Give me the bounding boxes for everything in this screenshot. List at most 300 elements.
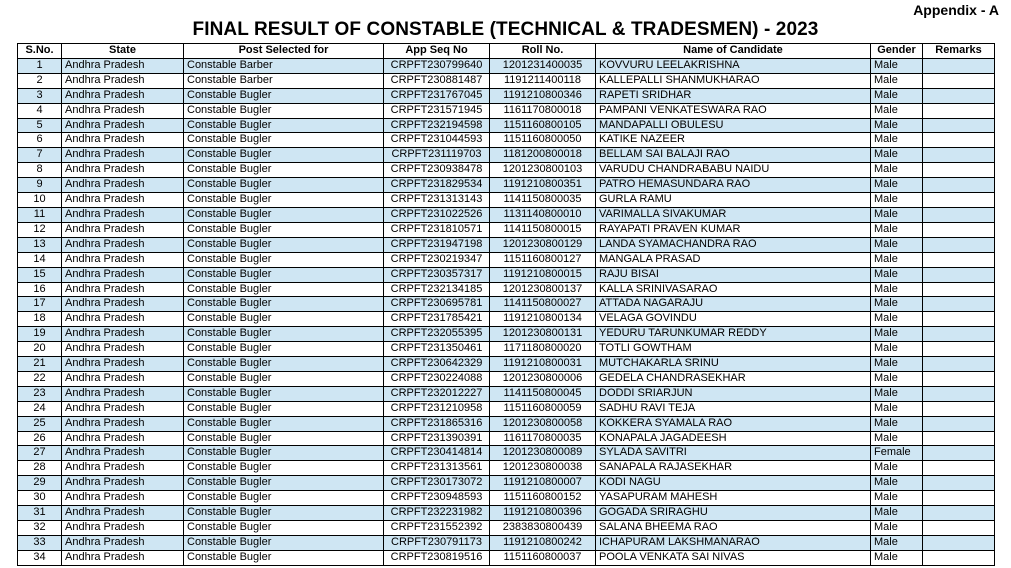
cell-state: Andhra Pradesh bbox=[62, 88, 184, 103]
cell-post: Constable Bugler bbox=[184, 207, 384, 222]
cell-state: Andhra Pradesh bbox=[62, 297, 184, 312]
cell-post: Constable Bugler bbox=[184, 282, 384, 297]
cell-sno: 15 bbox=[18, 267, 62, 282]
table-row bbox=[18, 103, 995, 118]
cell-remarks bbox=[923, 73, 995, 88]
cell-app-seq: CRPFT231390391 bbox=[384, 431, 490, 446]
cell-app-seq: CRPFT231119703 bbox=[384, 148, 490, 163]
cell-app-seq: CRPFT231313561 bbox=[384, 461, 490, 476]
cell-post: Constable Bugler bbox=[184, 401, 384, 416]
cell-app-seq: CRPFT232134185 bbox=[384, 282, 490, 297]
cell-sno: 32 bbox=[18, 521, 62, 536]
cell-remarks bbox=[923, 342, 995, 357]
cell-gender: Male bbox=[871, 73, 923, 88]
cell-candidate-name: YASAPURAM MAHESH bbox=[596, 491, 871, 506]
cell-gender: Male bbox=[871, 222, 923, 237]
cell-gender: Male bbox=[871, 207, 923, 222]
cell-gender: Male bbox=[871, 88, 923, 103]
cell-gender: Male bbox=[871, 58, 923, 73]
cell-state: Andhra Pradesh bbox=[62, 133, 184, 148]
header-gender: Gender bbox=[871, 44, 923, 59]
cell-gender: Male bbox=[871, 371, 923, 386]
cell-candidate-name: GEDELA CHANDRASEKHAR bbox=[596, 371, 871, 386]
cell-roll-no: 1151160800037 bbox=[490, 550, 596, 565]
cell-gender: Male bbox=[871, 148, 923, 163]
cell-post: Constable Bugler bbox=[184, 521, 384, 536]
cell-post: Constable Bugler bbox=[184, 327, 384, 342]
cell-state: Andhra Pradesh bbox=[62, 535, 184, 550]
cell-remarks bbox=[923, 237, 995, 252]
cell-remarks bbox=[923, 222, 995, 237]
cell-state: Andhra Pradesh bbox=[62, 207, 184, 222]
cell-candidate-name: TOTLI GOWTHAM bbox=[596, 342, 871, 357]
cell-post: Constable Bugler bbox=[184, 193, 384, 208]
table-row bbox=[18, 73, 995, 88]
table-row bbox=[18, 148, 995, 163]
cell-sno: 22 bbox=[18, 371, 62, 386]
cell-remarks bbox=[923, 446, 995, 461]
table-row bbox=[18, 386, 995, 401]
cell-sno: 4 bbox=[18, 103, 62, 118]
cell-remarks bbox=[923, 371, 995, 386]
table-row bbox=[18, 506, 995, 521]
cell-state: Andhra Pradesh bbox=[62, 148, 184, 163]
table-row bbox=[18, 252, 995, 267]
cell-gender: Male bbox=[871, 521, 923, 536]
cell-candidate-name: VARUDU CHANDRABABU NAIDU bbox=[596, 163, 871, 178]
table-row bbox=[18, 371, 995, 386]
cell-app-seq: CRPFT231810571 bbox=[384, 222, 490, 237]
table-row bbox=[18, 401, 995, 416]
cell-app-seq: CRPFT231044593 bbox=[384, 133, 490, 148]
cell-candidate-name: ATTADA NAGARAJU bbox=[596, 297, 871, 312]
cell-candidate-name: GOGADA SRIRAGHU bbox=[596, 506, 871, 521]
cell-app-seq: CRPFT230642329 bbox=[384, 357, 490, 372]
cell-candidate-name: SYLADA SAVITRI bbox=[596, 446, 871, 461]
cell-post: Constable Bugler bbox=[184, 461, 384, 476]
table-row bbox=[18, 297, 995, 312]
table-row bbox=[18, 327, 995, 342]
cell-app-seq: CRPFT230357317 bbox=[384, 267, 490, 282]
cell-app-seq: CRPFT231210958 bbox=[384, 401, 490, 416]
cell-app-seq: CRPFT231022526 bbox=[384, 207, 490, 222]
cell-post: Constable Bugler bbox=[184, 386, 384, 401]
cell-state: Andhra Pradesh bbox=[62, 371, 184, 386]
cell-post: Constable Bugler bbox=[184, 118, 384, 133]
cell-sno: 6 bbox=[18, 133, 62, 148]
table-header-row bbox=[18, 44, 995, 59]
cell-state: Andhra Pradesh bbox=[62, 431, 184, 446]
cell-post: Constable Barber bbox=[184, 58, 384, 73]
cell-remarks bbox=[923, 416, 995, 431]
cell-sno: 7 bbox=[18, 148, 62, 163]
cell-roll-no: 1201230800058 bbox=[490, 416, 596, 431]
cell-remarks bbox=[923, 357, 995, 372]
cell-candidate-name: POOLA VENKATA SAI NIVAS bbox=[596, 550, 871, 565]
cell-roll-no: 1201230800006 bbox=[490, 371, 596, 386]
cell-candidate-name: MANGALA PRASAD bbox=[596, 252, 871, 267]
cell-post: Constable Bugler bbox=[184, 550, 384, 565]
cell-remarks bbox=[923, 386, 995, 401]
cell-state: Andhra Pradesh bbox=[62, 312, 184, 327]
cell-sno: 27 bbox=[18, 446, 62, 461]
cell-state: Andhra Pradesh bbox=[62, 237, 184, 252]
cell-post: Constable Bugler bbox=[184, 371, 384, 386]
cell-candidate-name: YEDURU TARUNKUMAR REDDY bbox=[596, 327, 871, 342]
cell-sno: 21 bbox=[18, 357, 62, 372]
cell-post: Constable Bugler bbox=[184, 148, 384, 163]
cell-sno: 29 bbox=[18, 476, 62, 491]
cell-state: Andhra Pradesh bbox=[62, 267, 184, 282]
cell-state: Andhra Pradesh bbox=[62, 222, 184, 237]
cell-roll-no: 1191210800031 bbox=[490, 357, 596, 372]
cell-roll-no: 1201230800103 bbox=[490, 163, 596, 178]
cell-gender: Male bbox=[871, 133, 923, 148]
cell-app-seq: CRPFT232055395 bbox=[384, 327, 490, 342]
result-table bbox=[17, 43, 995, 566]
cell-roll-no: 1151160800127 bbox=[490, 252, 596, 267]
cell-gender: Male bbox=[871, 506, 923, 521]
cell-sno: 23 bbox=[18, 386, 62, 401]
table-row bbox=[18, 222, 995, 237]
cell-roll-no: 1161170800035 bbox=[490, 431, 596, 446]
cell-state: Andhra Pradesh bbox=[62, 401, 184, 416]
cell-candidate-name: SALANA BHEEMA RAO bbox=[596, 521, 871, 536]
cell-gender: Male bbox=[871, 312, 923, 327]
header-roll-no: Roll No. bbox=[490, 44, 596, 59]
cell-state: Andhra Pradesh bbox=[62, 118, 184, 133]
cell-post: Constable Bugler bbox=[184, 506, 384, 521]
cell-gender: Male bbox=[871, 461, 923, 476]
cell-app-seq: CRPFT230414814 bbox=[384, 446, 490, 461]
cell-gender: Male bbox=[871, 357, 923, 372]
cell-post: Constable Bugler bbox=[184, 476, 384, 491]
cell-gender: Male bbox=[871, 431, 923, 446]
cell-remarks bbox=[923, 103, 995, 118]
cell-gender: Male bbox=[871, 267, 923, 282]
cell-sno: 5 bbox=[18, 118, 62, 133]
cell-gender: Male bbox=[871, 252, 923, 267]
cell-post: Constable Bugler bbox=[184, 431, 384, 446]
cell-remarks bbox=[923, 193, 995, 208]
cell-post: Constable Bugler bbox=[184, 178, 384, 193]
cell-state: Andhra Pradesh bbox=[62, 521, 184, 536]
cell-post: Constable Bugler bbox=[184, 297, 384, 312]
cell-candidate-name: ICHAPURAM LAKSHMANARAO bbox=[596, 535, 871, 550]
cell-gender: Male bbox=[871, 491, 923, 506]
cell-app-seq: CRPFT232194598 bbox=[384, 118, 490, 133]
cell-candidate-name: KATIKE NAZEER bbox=[596, 133, 871, 148]
table-row bbox=[18, 416, 995, 431]
cell-candidate-name: KODI NAGU bbox=[596, 476, 871, 491]
cell-roll-no: 1201230800129 bbox=[490, 237, 596, 252]
cell-gender: Male bbox=[871, 401, 923, 416]
cell-post: Constable Bugler bbox=[184, 103, 384, 118]
cell-sno: 13 bbox=[18, 237, 62, 252]
cell-roll-no: 1151160800152 bbox=[490, 491, 596, 506]
cell-candidate-name: MANDAPALLI OBULESU bbox=[596, 118, 871, 133]
cell-remarks bbox=[923, 88, 995, 103]
cell-remarks bbox=[923, 58, 995, 73]
cell-state: Andhra Pradesh bbox=[62, 386, 184, 401]
cell-remarks bbox=[923, 148, 995, 163]
cell-post: Constable Bugler bbox=[184, 252, 384, 267]
cell-sno: 17 bbox=[18, 297, 62, 312]
cell-candidate-name: MUTCHAKARLA SRINU bbox=[596, 357, 871, 372]
cell-candidate-name: RAJU BISAI bbox=[596, 267, 871, 282]
cell-gender: Male bbox=[871, 193, 923, 208]
cell-state: Andhra Pradesh bbox=[62, 178, 184, 193]
cell-state: Andhra Pradesh bbox=[62, 506, 184, 521]
cell-roll-no: 1151160800105 bbox=[490, 118, 596, 133]
cell-candidate-name: KOKKERA SYAMALA RAO bbox=[596, 416, 871, 431]
cell-gender: Male bbox=[871, 178, 923, 193]
cell-candidate-name: KOVVURU LEELAKRISHNA bbox=[596, 58, 871, 73]
cell-sno: 14 bbox=[18, 252, 62, 267]
cell-app-seq: CRPFT230819516 bbox=[384, 550, 490, 565]
cell-candidate-name: KALLA SRINIVASARAO bbox=[596, 282, 871, 297]
cell-post: Constable Bugler bbox=[184, 88, 384, 103]
cell-roll-no: 1191210800346 bbox=[490, 88, 596, 103]
cell-app-seq: CRPFT230695781 bbox=[384, 297, 490, 312]
cell-roll-no: 1191210800007 bbox=[490, 476, 596, 491]
table-row bbox=[18, 491, 995, 506]
cell-gender: Male bbox=[871, 342, 923, 357]
cell-state: Andhra Pradesh bbox=[62, 416, 184, 431]
cell-sno: 34 bbox=[18, 550, 62, 565]
cell-sno: 28 bbox=[18, 461, 62, 476]
cell-candidate-name: RAYAPATI PRAVEN KUMAR bbox=[596, 222, 871, 237]
cell-remarks bbox=[923, 133, 995, 148]
cell-candidate-name: PAMPANI VENKATESWARA RAO bbox=[596, 103, 871, 118]
cell-remarks bbox=[923, 461, 995, 476]
cell-roll-no: 1191210800015 bbox=[490, 267, 596, 282]
cell-candidate-name: SADHU RAVI TEJA bbox=[596, 401, 871, 416]
cell-state: Andhra Pradesh bbox=[62, 193, 184, 208]
cell-app-seq: CRPFT231947198 bbox=[384, 237, 490, 252]
cell-gender: Male bbox=[871, 118, 923, 133]
cell-sno: 24 bbox=[18, 401, 62, 416]
cell-state: Andhra Pradesh bbox=[62, 461, 184, 476]
cell-post: Constable Bugler bbox=[184, 222, 384, 237]
cell-gender: Male bbox=[871, 476, 923, 491]
cell-roll-no: 1191210800242 bbox=[490, 535, 596, 550]
cell-app-seq: CRPFT231313143 bbox=[384, 193, 490, 208]
cell-state: Andhra Pradesh bbox=[62, 58, 184, 73]
cell-gender: Male bbox=[871, 237, 923, 252]
table-row bbox=[18, 178, 995, 193]
appendix-label: Appendix - A bbox=[913, 2, 999, 18]
cell-state: Andhra Pradesh bbox=[62, 327, 184, 342]
cell-candidate-name: RAPETI SRIDHAR bbox=[596, 88, 871, 103]
cell-candidate-name: KONAPALA JAGADEESH bbox=[596, 431, 871, 446]
table-row bbox=[18, 535, 995, 550]
cell-roll-no: 1131140800010 bbox=[490, 207, 596, 222]
cell-remarks bbox=[923, 491, 995, 506]
cell-post: Constable Bugler bbox=[184, 446, 384, 461]
cell-roll-no: 2383830800439 bbox=[490, 521, 596, 536]
cell-app-seq: CRPFT231829534 bbox=[384, 178, 490, 193]
table-body bbox=[18, 58, 995, 565]
cell-post: Constable Bugler bbox=[184, 312, 384, 327]
cell-state: Andhra Pradesh bbox=[62, 446, 184, 461]
cell-post: Constable Bugler bbox=[184, 133, 384, 148]
cell-gender: Male bbox=[871, 103, 923, 118]
cell-sno: 8 bbox=[18, 163, 62, 178]
cell-roll-no: 1141150800045 bbox=[490, 386, 596, 401]
cell-roll-no: 1181200800018 bbox=[490, 148, 596, 163]
cell-post: Constable Bugler bbox=[184, 267, 384, 282]
cell-post: Constable Bugler bbox=[184, 491, 384, 506]
cell-state: Andhra Pradesh bbox=[62, 476, 184, 491]
cell-gender: Male bbox=[871, 297, 923, 312]
cell-sno: 19 bbox=[18, 327, 62, 342]
cell-app-seq: CRPFT230173072 bbox=[384, 476, 490, 491]
cell-roll-no: 1171180800020 bbox=[490, 342, 596, 357]
header-remarks: Remarks bbox=[923, 44, 995, 59]
cell-candidate-name: GURLA RAMU bbox=[596, 193, 871, 208]
cell-app-seq: CRPFT230224088 bbox=[384, 371, 490, 386]
cell-app-seq: CRPFT231785421 bbox=[384, 312, 490, 327]
cell-roll-no: 1201230800038 bbox=[490, 461, 596, 476]
cell-candidate-name: DODDI SRIARJUN bbox=[596, 386, 871, 401]
cell-sno: 12 bbox=[18, 222, 62, 237]
cell-sno: 16 bbox=[18, 282, 62, 297]
cell-gender: Male bbox=[871, 535, 923, 550]
cell-remarks bbox=[923, 401, 995, 416]
cell-remarks bbox=[923, 506, 995, 521]
cell-roll-no: 1141150800035 bbox=[490, 193, 596, 208]
cell-sno: 31 bbox=[18, 506, 62, 521]
table-row bbox=[18, 282, 995, 297]
cell-roll-no: 1201230800089 bbox=[490, 446, 596, 461]
cell-remarks bbox=[923, 163, 995, 178]
cell-sno: 20 bbox=[18, 342, 62, 357]
cell-remarks bbox=[923, 550, 995, 565]
page-title: FINAL RESULT OF CONSTABLE (TECHNICAL & TRADESMEN) - 2023 bbox=[192, 19, 819, 40]
cell-candidate-name: KALLEPALLI SHANMUKHARAO bbox=[596, 73, 871, 88]
cell-roll-no: 1191210800134 bbox=[490, 312, 596, 327]
table-row bbox=[18, 446, 995, 461]
cell-candidate-name: SANAPALA RAJASEKHAR bbox=[596, 461, 871, 476]
cell-state: Andhra Pradesh bbox=[62, 163, 184, 178]
cell-sno: 2 bbox=[18, 73, 62, 88]
cell-post: Constable Bugler bbox=[184, 237, 384, 252]
cell-gender: Male bbox=[871, 327, 923, 342]
cell-gender: Male bbox=[871, 163, 923, 178]
cell-app-seq: CRPFT231767045 bbox=[384, 88, 490, 103]
cell-candidate-name: VELAGA GOVINDU bbox=[596, 312, 871, 327]
cell-gender: Female bbox=[871, 446, 923, 461]
cell-remarks bbox=[923, 207, 995, 222]
cell-candidate-name: BELLAM SAI BALAJI RAO bbox=[596, 148, 871, 163]
cell-remarks bbox=[923, 431, 995, 446]
cell-sno: 11 bbox=[18, 207, 62, 222]
cell-roll-no: 1191210800351 bbox=[490, 178, 596, 193]
cell-gender: Male bbox=[871, 416, 923, 431]
cell-app-seq: CRPFT230948593 bbox=[384, 491, 490, 506]
table-row bbox=[18, 207, 995, 222]
cell-post: Constable Barber bbox=[184, 73, 384, 88]
header-app-seq: App Seq No bbox=[384, 44, 490, 59]
cell-roll-no: 1141150800027 bbox=[490, 297, 596, 312]
cell-remarks bbox=[923, 118, 995, 133]
cell-sno: 30 bbox=[18, 491, 62, 506]
header-post: Post Selected for bbox=[184, 44, 384, 59]
cell-state: Andhra Pradesh bbox=[62, 252, 184, 267]
cell-app-seq: CRPFT232231982 bbox=[384, 506, 490, 521]
cell-state: Andhra Pradesh bbox=[62, 491, 184, 506]
table-row bbox=[18, 133, 995, 148]
cell-app-seq: CRPFT230799640 bbox=[384, 58, 490, 73]
cell-remarks bbox=[923, 327, 995, 342]
cell-app-seq: CRPFT232012227 bbox=[384, 386, 490, 401]
table-row bbox=[18, 118, 995, 133]
cell-candidate-name: LANDA SYAMACHANDRA RAO bbox=[596, 237, 871, 252]
cell-state: Andhra Pradesh bbox=[62, 103, 184, 118]
table-row bbox=[18, 461, 995, 476]
cell-sno: 10 bbox=[18, 193, 62, 208]
header-sno: S.No. bbox=[18, 44, 62, 59]
cell-roll-no: 1201230800137 bbox=[490, 282, 596, 297]
cell-remarks bbox=[923, 312, 995, 327]
table-row bbox=[18, 267, 995, 282]
cell-app-seq: CRPFT231865316 bbox=[384, 416, 490, 431]
cell-state: Andhra Pradesh bbox=[62, 550, 184, 565]
cell-sno: 25 bbox=[18, 416, 62, 431]
cell-roll-no: 1161170800018 bbox=[490, 103, 596, 118]
cell-remarks bbox=[923, 178, 995, 193]
cell-sno: 18 bbox=[18, 312, 62, 327]
cell-state: Andhra Pradesh bbox=[62, 342, 184, 357]
cell-app-seq: CRPFT231350461 bbox=[384, 342, 490, 357]
cell-roll-no: 1201230800131 bbox=[490, 327, 596, 342]
table-row bbox=[18, 312, 995, 327]
cell-gender: Male bbox=[871, 550, 923, 565]
table-row bbox=[18, 431, 995, 446]
cell-sno: 26 bbox=[18, 431, 62, 446]
cell-remarks bbox=[923, 252, 995, 267]
cell-state: Andhra Pradesh bbox=[62, 282, 184, 297]
table-row bbox=[18, 550, 995, 565]
cell-roll-no: 1191211400118 bbox=[490, 73, 596, 88]
cell-post: Constable Bugler bbox=[184, 342, 384, 357]
table-row bbox=[18, 193, 995, 208]
cell-roll-no: 1151160800059 bbox=[490, 401, 596, 416]
cell-app-seq: CRPFT230938478 bbox=[384, 163, 490, 178]
cell-gender: Male bbox=[871, 282, 923, 297]
cell-app-seq: CRPFT230791173 bbox=[384, 535, 490, 550]
table-row bbox=[18, 521, 995, 536]
cell-sno: 33 bbox=[18, 535, 62, 550]
cell-candidate-name: VARIMALLA SIVAKUMAR bbox=[596, 207, 871, 222]
cell-roll-no: 1191210800396 bbox=[490, 506, 596, 521]
cell-sno: 9 bbox=[18, 178, 62, 193]
cell-state: Andhra Pradesh bbox=[62, 73, 184, 88]
cell-app-seq: CRPFT231571945 bbox=[384, 103, 490, 118]
cell-post: Constable Bugler bbox=[184, 357, 384, 372]
cell-remarks bbox=[923, 297, 995, 312]
cell-remarks bbox=[923, 476, 995, 491]
header-state: State bbox=[62, 44, 184, 59]
table-row bbox=[18, 88, 995, 103]
cell-sno: 1 bbox=[18, 58, 62, 73]
table-row bbox=[18, 237, 995, 252]
cell-remarks bbox=[923, 282, 995, 297]
table-row bbox=[18, 163, 995, 178]
cell-gender: Male bbox=[871, 386, 923, 401]
cell-post: Constable Bugler bbox=[184, 416, 384, 431]
